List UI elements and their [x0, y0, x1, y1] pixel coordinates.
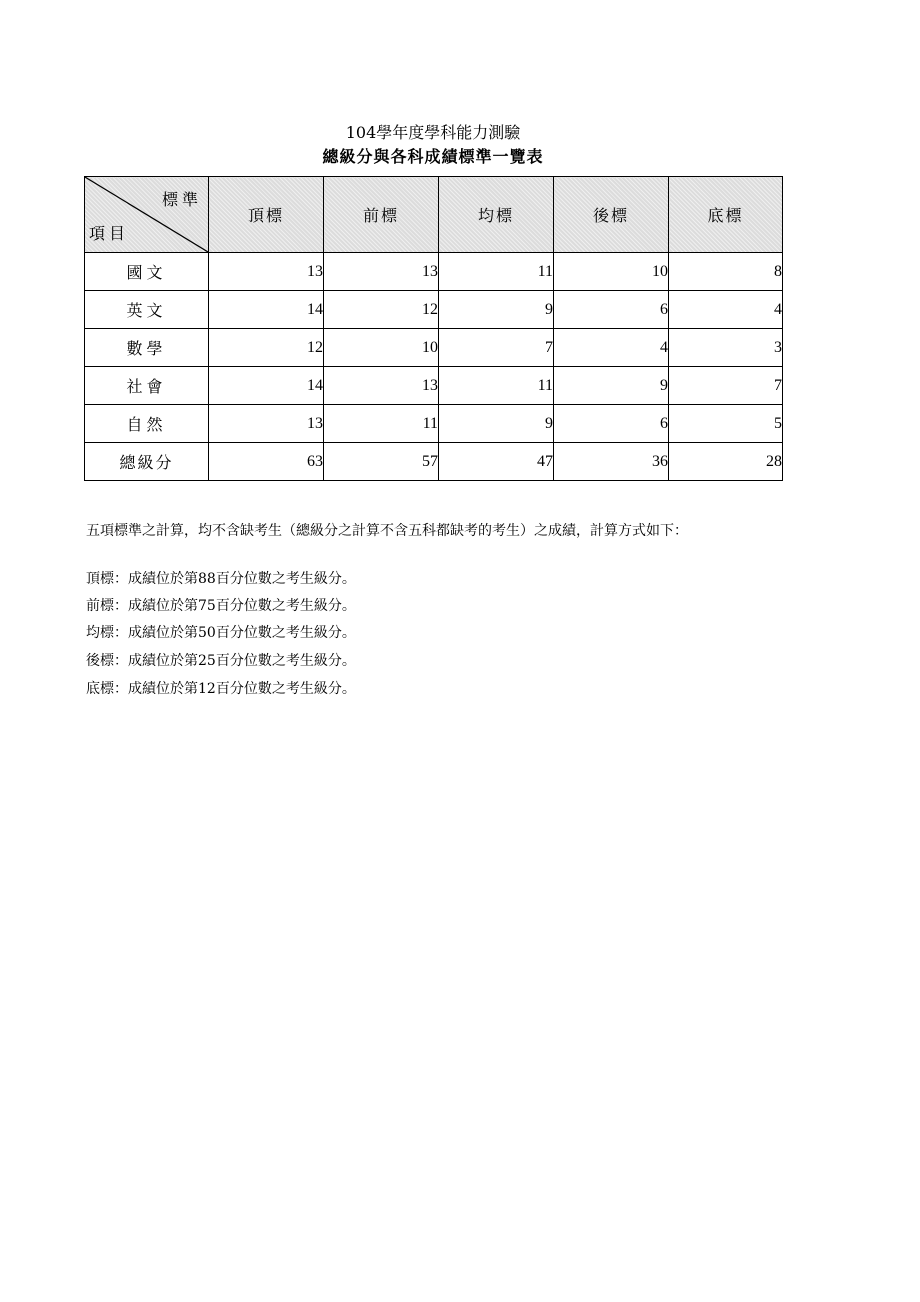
table-cell: 11 [439, 253, 554, 291]
table-cell: 63 [209, 443, 324, 481]
table-cell: 11 [439, 367, 554, 405]
column-header: 底標 [669, 177, 783, 253]
column-header: 均標 [439, 177, 554, 253]
column-header: 前標 [324, 177, 439, 253]
table-cell: 57 [324, 443, 439, 481]
table-cell: 10 [324, 329, 439, 367]
table-header-row [85, 177, 783, 253]
table-cell: 3 [669, 329, 783, 367]
corner-label-standard: 標準 [161, 190, 202, 209]
table-cell: 4 [554, 329, 669, 367]
table-title: 總級分與各科成績標準一覽表 [322, 147, 544, 166]
table-cell: 8 [669, 253, 783, 291]
table-cell: 5 [669, 405, 783, 443]
table-cell: 12 [324, 291, 439, 329]
calculation-note: 五項標準之計算，均不含缺考生（總級分之計算不含五科都缺考的考生）之成績，計算方式如下： [86, 523, 688, 539]
table-cell: 28 [669, 443, 783, 481]
table-row-total [85, 443, 783, 481]
table-cell: 7 [439, 329, 554, 367]
table-cell: 9 [439, 291, 554, 329]
document-title: 104學年度學科能力測驗 [345, 123, 521, 142]
column-header: 頂標 [209, 177, 324, 253]
definition-line: 頂標：成績位於第88百分位數之考生級分。 [86, 571, 356, 587]
table-row [85, 329, 783, 367]
row-label: 國文 [85, 253, 209, 291]
table-cell: 10 [554, 253, 669, 291]
table-cell: 6 [554, 405, 669, 443]
table-row [85, 291, 783, 329]
table-cell: 7 [669, 367, 783, 405]
table-cell: 9 [554, 367, 669, 405]
table-row [85, 405, 783, 443]
table-cell: 6 [554, 291, 669, 329]
table-cell: 13 [209, 405, 324, 443]
row-label: 社會 [85, 367, 209, 405]
definition-line: 均標：成績位於第50百分位數之考生級分。 [86, 625, 356, 641]
definition-line: 底標：成績位於第12百分位數之考生級分。 [86, 681, 356, 697]
table-cell: 4 [669, 291, 783, 329]
table-cell: 13 [324, 367, 439, 405]
table-cell: 13 [209, 253, 324, 291]
corner-label-item: 項目 [89, 224, 130, 243]
table-corner-cell [85, 177, 209, 253]
table-cell: 36 [554, 443, 669, 481]
row-label: 數學 [85, 329, 209, 367]
table-cell: 14 [209, 291, 324, 329]
table-cell: 12 [209, 329, 324, 367]
table-cell: 9 [439, 405, 554, 443]
definition-line: 後標：成績位於第25百分位數之考生級分。 [86, 653, 356, 669]
definition-line: 前標：成績位於第75百分位數之考生級分。 [86, 598, 356, 614]
column-header: 後標 [554, 177, 669, 253]
table-cell: 13 [324, 253, 439, 291]
table-cell: 47 [439, 443, 554, 481]
grade-standards-table [84, 176, 783, 481]
row-label: 英文 [85, 291, 209, 329]
table-row [85, 253, 783, 291]
table-row [85, 367, 783, 405]
table-cell: 11 [324, 405, 439, 443]
row-label: 總級分 [85, 443, 209, 481]
row-label: 自然 [85, 405, 209, 443]
table-cell: 14 [209, 367, 324, 405]
